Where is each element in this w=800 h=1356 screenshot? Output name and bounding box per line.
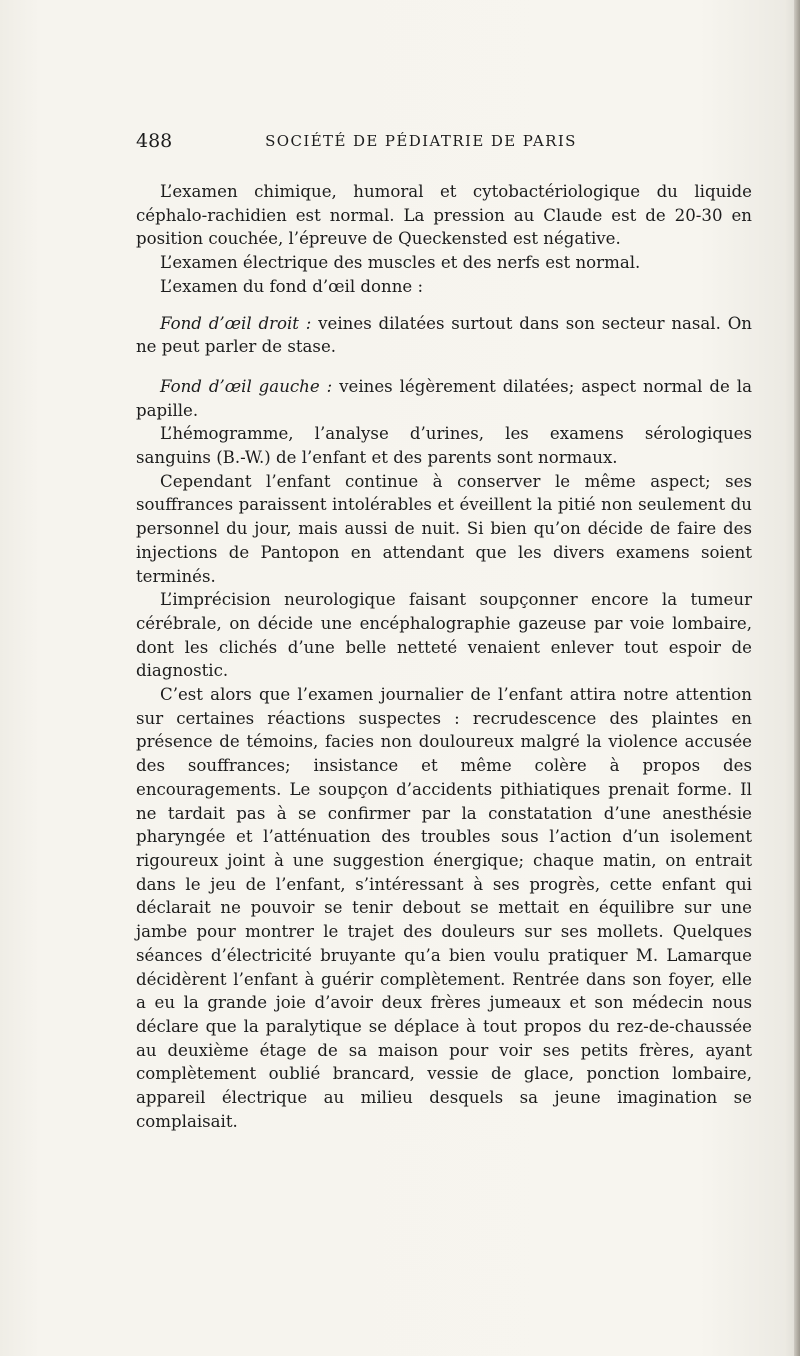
page-header [136, 130, 666, 156]
paragraph-encephalography: L’imprécision neurologique faisant soupçonner encore la tumeur cérébrale, on décide une encéphalographie gazeuse par voie lombaire, dont les clichés d’une belle netteté venaient enlever tout espoir de diagnostic. [136, 590, 752, 681]
paragraph-fundus-left: Fond d’œil gauche : veines légèrement dilatées; aspect normal de la papille. [136, 376, 752, 420]
paragraph-fundus-intro: L’examen du fond d’œil donne : [160, 276, 424, 296]
paragraph-csf: L’examen chimique, humoral et cytobactériologique du liquide céphalo-rachidien est normal. La pression au Claude est de 20-30 en position couchée, l’épreuve de Queckensted est négative. [136, 182, 752, 249]
paragraph-pantopon: Cependant l’enfant continue à conserver le même aspect; ses souffrances paraissent intolérables et éveillent la pitié non seulement du personnel du jour, mais aussi de nuit. Si bien qu’on décide de faire des injections de Pantopon en attendant que les divers examens soient terminés. [136, 471, 752, 586]
paragraph-pithiatic: C’est alors que l’examen journalier de l’enfant attira notre attention sur certaines réactions suspectes : recrudescence des plaintes en présence de témoins, facies non douloureux malgré la violence accusée des souffrances; insistance et même colère à propos des encouragements. Le soupçon d’accidents pithiatiques prenait forme. Il ne tardait pas à se confirmer par la constatation d’une anesthésie pharyngée et l’atténuation des troubles sous l’action d’un isolement rigoureux joint à une suggestion énergique; chaque matin, on entrait dans le jeu de l’enfant, s’intéressant à ses progrès, cette enfant qui déclarait ne pouvoir se tenir debout se mettait en équilibre sur une jambe pour montrer le trajet des douleurs sur ses mollets. Quelques séances d’électricité bruyante qu’a bien voulu pratiquer M. Lamarque décidèrent l’enfant à guérir complètement. Rentrée dans son foyer, elle a eu la grande joie d’avoir deux frères jumeaux et son médecin nous déclare que la paralytique se déplace à tout propos du rez-de-chaussée au deuxième étage de sa maison pour voir ses petits frères, ayant complètement oublié brancard, vessie de glace, ponction lombaire, appareil électrique au milieu desquels sa jeune imagination se complaisait. [136, 685, 752, 1131]
paragraph-electric: L’examen électrique des muscles et des nerfs est normal. [160, 253, 641, 273]
paragraph-fundus-right: Fond d’œil droit : veines dilatées surtout dans son secteur nasal. On ne peut parler de stase. [136, 313, 752, 357]
page-number: 488 [136, 130, 173, 152]
fundus-left-label: Fond d’œil gauche : [160, 376, 333, 396]
fundus-right-label: Fond d’œil droit : [160, 313, 312, 333]
page-edge [794, 0, 800, 1356]
running-title: SOCIÉTÉ DE PÉDIATRIE DE PARIS [265, 132, 577, 150]
body-text [136, 180, 752, 1133]
paragraph-hemogram: L’hémogramme, l’analyse d’urines, les examens sérologiques sanguins (B.-W.) de l’enfant et des parents sont normaux. [136, 424, 752, 468]
